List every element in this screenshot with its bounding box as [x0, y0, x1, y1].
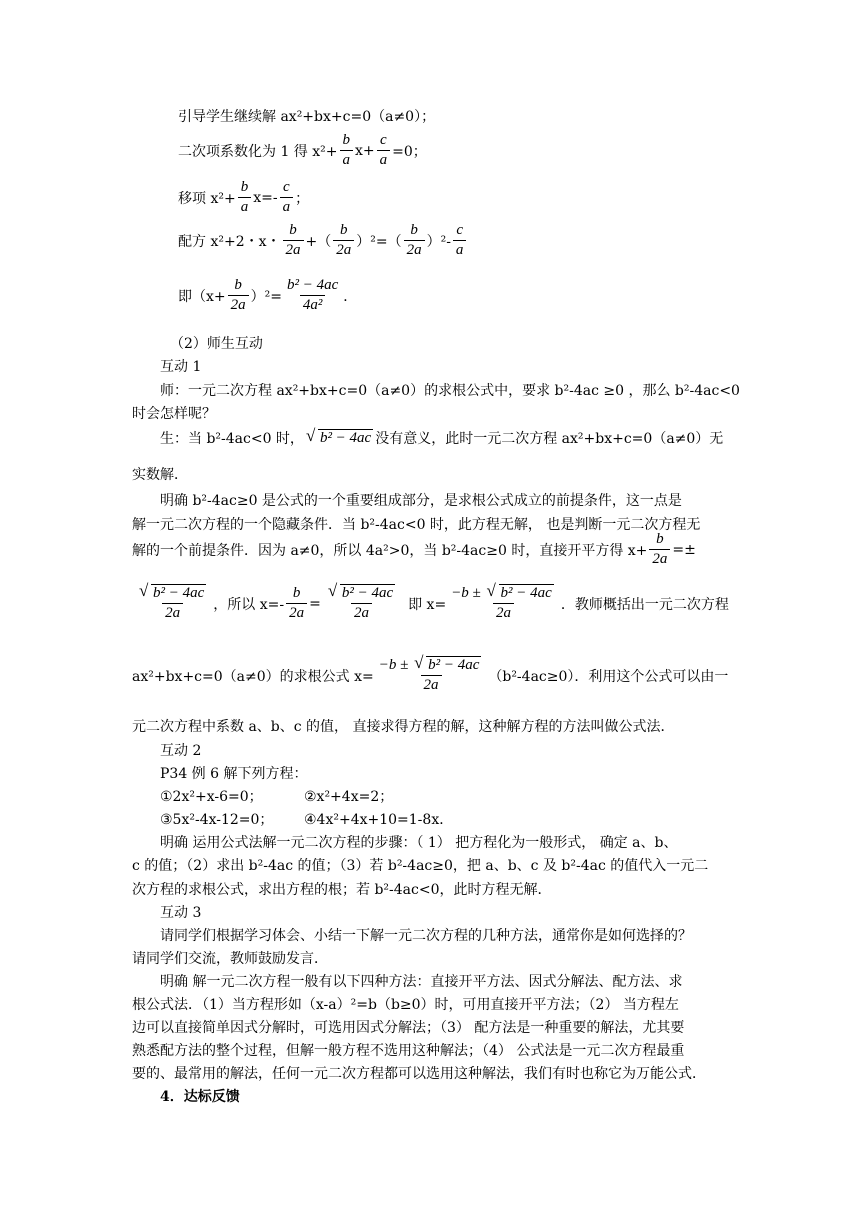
formula-line — [178, 221, 468, 260]
fraction: $\frac{b}{2a}$ — [286, 584, 307, 623]
fraction: $\frac{b}{a}$ — [340, 131, 354, 170]
text-line: 师：一元二次方程 ax²+bx+c=0（a≠0）的求根公式中，要求 b²-4ac ≥0 ，那么 b²-4ac<0 — [160, 383, 740, 399]
formula-line — [178, 178, 309, 217]
text: +（ — [305, 233, 332, 250]
formula-line — [132, 530, 696, 569]
text: 二次项系数化为 1 得 x²+ — [178, 143, 338, 160]
text-line: 请同学们根据学习体会、小结一下解一元二次方程的几种方法，通常你是如何选择的？ — [160, 928, 692, 944]
text-line: 根公式法．（1）当方程形如（x-a）²=b（b≥0）时，可用直接开平方法；（2） 当方程左 — [132, 997, 679, 1013]
fraction: $\frac{b}{2a}$ — [333, 221, 354, 260]
equation: ③5x²-4x-12=0； — [160, 812, 274, 828]
text-line: 请同学们交流，教师鼓励发言． — [132, 951, 328, 967]
text-line: 明确 运用公式法解一元二次方程的步骤：（ 1） 把方程化为一般形式， 确定 a、b、 — [160, 835, 678, 851]
text: x+ — [355, 142, 375, 159]
fraction: $\frac{c}{a}$ — [377, 131, 391, 170]
section-heading: 4．达标反馈 — [160, 1089, 240, 1105]
subheading: 互动 3 — [160, 905, 202, 921]
text: =0； — [392, 143, 427, 160]
text-line: 时会怎样呢？ — [132, 406, 216, 422]
fraction: $\frac{\text{b² − 4ac}}{\text{4a²}}$ — [286, 277, 339, 313]
subheading: 互动 1 — [160, 359, 202, 375]
square-root: √ b² − 4ac — [306, 429, 373, 447]
fraction: $\frac{b}{a}$ — [238, 178, 252, 217]
text: 配方 x²+2・x・ — [178, 233, 281, 250]
text: ； — [295, 190, 310, 207]
text: ．教师概括出一元二次方程 — [560, 596, 729, 613]
formula-line — [160, 428, 723, 448]
text: （b²-4ac≥0）．利用这个公式可以由一 — [488, 668, 729, 685]
fraction: $\frac{c}{a}$ — [280, 178, 294, 217]
equation: ②x²+4x=2； — [304, 789, 394, 805]
text: ，所以 x=- — [213, 596, 285, 613]
equation: ④4x²+4x+10=1-8x． — [304, 812, 454, 828]
text-line: 元二次方程中系数 a、b、c 的值， 直接求得方程的解，这种解方程的方法叫做公式法． — [132, 719, 675, 735]
text: ． — [343, 288, 358, 305]
text: 即 x= — [408, 596, 447, 613]
text-line: 次方程的求根公式，求出方程的根；若 b²-4ac<0，此时方程无解． — [132, 882, 552, 898]
text-line: 实数解． — [132, 467, 188, 483]
fraction: $\frac{b}{2a}$ — [404, 221, 425, 260]
square-root: √ b² − 4ac — [414, 656, 481, 675]
square-root: √ b² − 4ac — [487, 584, 554, 603]
text-line: 明确 b²-4ac≥0 是公式的一个重要组成部分，是求根公式成立的前提条件，这一点是 — [160, 493, 682, 509]
fraction: $\frac{b}{2a}$ — [228, 276, 249, 315]
fraction: √ $\frac{\text{b² − 4ac}}{2a}$ — [323, 584, 400, 623]
formula-line — [178, 276, 357, 315]
formula-line — [132, 584, 729, 623]
fraction: $\frac{c}{a}$ — [453, 221, 467, 260]
fraction: √ $\frac{\text{b² − 4ac}}{2a}$ — [134, 584, 211, 623]
text: 移项 x²+ — [178, 190, 236, 207]
text-line: 解一元二次方程的一个隐藏条件．当 b²-4ac<0 时，此方程无解， 也是判断一元二次方程无 — [132, 517, 701, 533]
fraction: $\frac{b}{2a}$ — [283, 221, 304, 260]
formula-line — [178, 131, 427, 170]
text-line: 熟悉配方法的整个过程，但解一般方程不选用这种解法；（4） 公式法是一元二次方程最重 — [132, 1043, 685, 1059]
text-line: P34 例 6 解下列方程： — [160, 766, 308, 782]
text-line: 明确 解一元二次方程一般有以下四种方法：直接开平方法、因式分解法、配方法、求 — [160, 974, 683, 990]
text: =± — [672, 541, 696, 558]
text: ax²+bx+c=0（a≠0）的求根公式 x= — [132, 668, 374, 685]
section-heading: （2）师生互动 — [170, 336, 263, 352]
text: ）²- — [426, 233, 451, 250]
square-root: √ b² − 4ac — [139, 584, 206, 603]
text-line: 引导学生继续解 ax²+bx+c=0（a≠0）； — [178, 109, 436, 125]
text: ）²=（ — [356, 233, 402, 250]
text: 解的一个前提条件．因为 a≠0，所以 4a²>0，当 b²-4ac≥0 时，直接开平方得 x+ — [132, 542, 648, 559]
square-root: √ b² − 4ac — [328, 584, 395, 603]
text-line: c 的值；（2）求出 b²-4ac 的值；（3）若 b²-4ac≥0，把 a、b、c 及 b²-4ac 的值代入一元二 — [132, 858, 709, 874]
subheading: 互动 2 — [160, 743, 202, 759]
text-line: 要的、最常用的解法，任何一元二次方程都可以选用这种解法，我们有时也称它为万能公式． — [132, 1066, 706, 1082]
text: 即（x+ — [178, 288, 226, 305]
fraction: $\frac{\text{−b ± √ b² − 4ac}}{2a}$ — [376, 656, 487, 695]
text: x=- — [253, 189, 278, 206]
text: 生：当 b²-4ac<0 时， — [160, 431, 304, 447]
fraction: $\frac{\text{−b ± √ b² − 4ac}}{2a}$ — [448, 584, 559, 623]
text-line: 边可以直接简单因式分解时，可选用因式分解法；（3） 配方法是一种重要的解法，尤其要 — [132, 1020, 685, 1036]
equation: ①2x²+x-6=0； — [160, 789, 263, 805]
text: 没有意义，此时一元二次方程 ax²+bx+c=0（a≠0）无 — [375, 431, 724, 447]
formula-line — [132, 656, 728, 695]
fraction: $\frac{b}{2a}$ — [649, 530, 670, 569]
text: = — [309, 595, 321, 612]
text: ）²= — [250, 288, 282, 305]
